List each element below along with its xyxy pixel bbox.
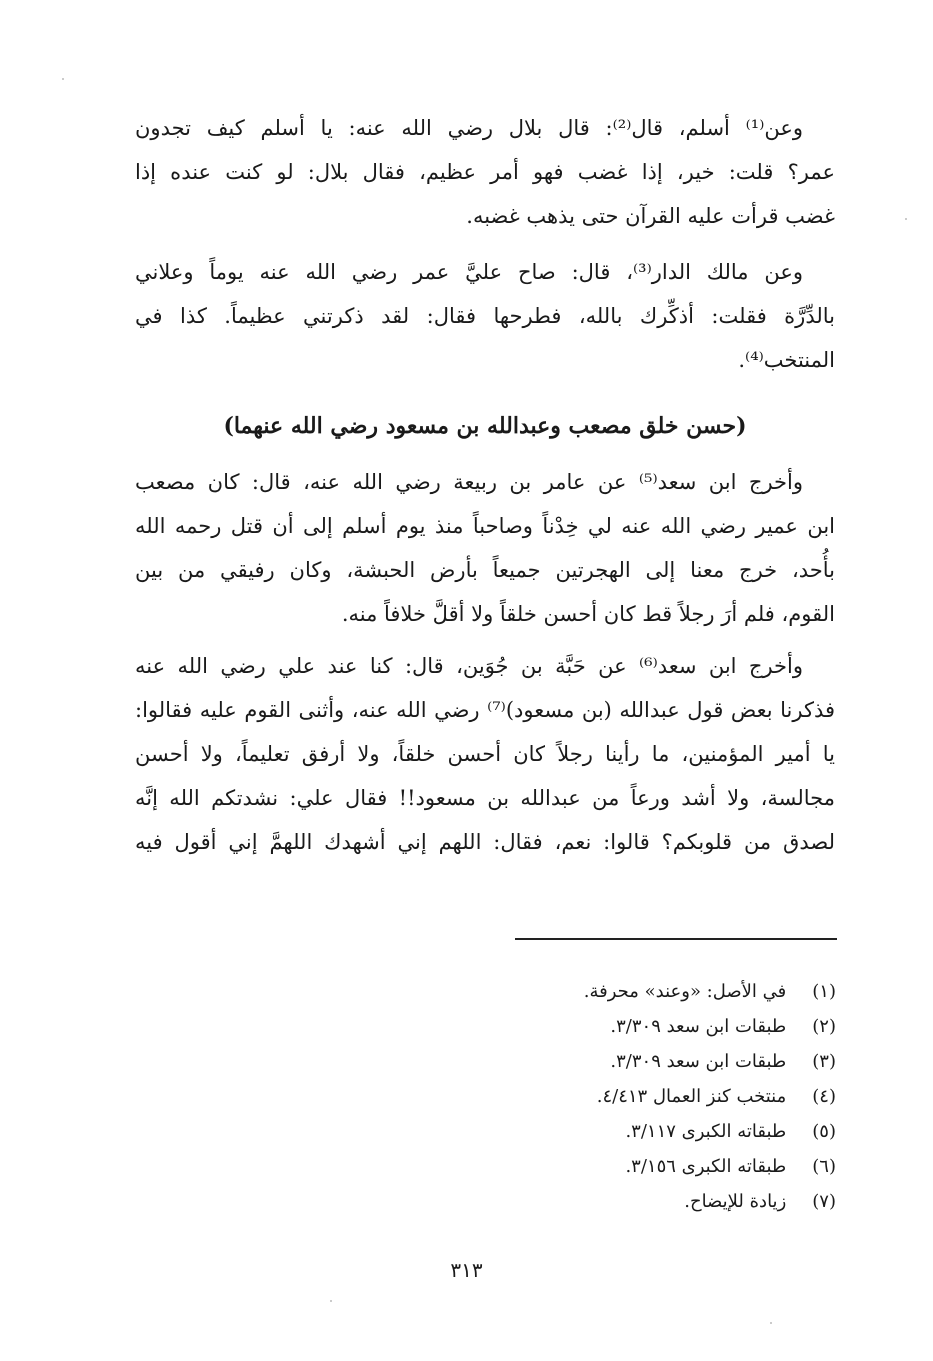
footnote-text: طبقاته الكبرى ٣/١٥٦. [625, 1156, 787, 1177]
text-line: وأخرج ابن سعد⁽⁶⁾ عن حَبَّة بن جُوَين، قال: كنا عند علي رضي الله عنه [135, 654, 803, 678]
text-line: المنتخب⁽⁴⁾. [738, 348, 835, 372]
scan-speck [62, 78, 64, 80]
footnote-number: (١) [812, 981, 836, 1002]
text-line: لصدق من قلوبكم؟ قالوا: نعم، فقال: اللهم إني أشهدك اللهمَّ إني أقول فيه [135, 830, 835, 854]
text-line: ابن عمير رضي الله عنه لي خِدْناً وصاحباً منذ يوم أسلم إلى أن قتل رحمه الله [135, 514, 835, 538]
footnote-separator [515, 938, 837, 940]
footnote-item [400, 1149, 836, 1184]
footnote-text: زيادة للإيضاح. [684, 1191, 787, 1212]
text-line: مجالسة، ولا أشد ورعاً من عبدالله بن مسعود!! فقال علي: نشدتكم الله إنَّه [135, 786, 835, 810]
paragraph-malik-al-dar [135, 250, 835, 382]
text-line: فذكرنا بعض قول عبدالله (بن مسعود)⁽⁷⁾ رضي الله عنه، وأثنى القوم عليه فقالوا: [135, 698, 835, 722]
text-line: عمر؟ قلت: خير، إذا غضب فهو أمر عظيم، فقال بلال: لو كنت عنده إذا [135, 160, 835, 184]
footnote-item [400, 1184, 836, 1219]
text-line: القوم، فلم أرَ رجلاً قط كان أحسن خلقاً ولا أقلَّ خلافاً منه. [341, 602, 835, 626]
scan-speck [905, 218, 907, 220]
footnote-item [400, 1009, 836, 1044]
text-line: غضب قرأت عليه القرآن حتى يذهب غضبه. [466, 204, 835, 228]
footnote-number: (٥) [812, 1121, 836, 1142]
footnote-number: (٧) [812, 1191, 836, 1212]
text-line: وعن⁽¹⁾ أسلم، قال⁽²⁾: قال بلال رضي الله عنه: يا أسلم كيف تجدون [135, 116, 804, 140]
footnote-item [400, 1044, 836, 1079]
footnote-item [400, 1114, 836, 1149]
footnote-item [400, 1079, 836, 1114]
text-line: بالدِّرَّة فقلت: أذكِّرك بالله، فطرحها فقال: لقد ذكرتني عظيماً. كذا في [135, 304, 835, 328]
footnote-number: (٢) [812, 1016, 836, 1037]
footnote-number: (٤) [812, 1086, 836, 1107]
paragraph-ibn-masud [135, 644, 835, 864]
footnote-text: في الأصل: «وعند» محرفة. [583, 981, 787, 1002]
scan-speck [330, 1300, 332, 1302]
footnote-text: طبقات ابن سعد ٣/٣٠٩. [610, 1051, 787, 1072]
text-line: وأخرج ابن سعد⁽⁵⁾ عن عامر بن ربيعة رضي الله عنه، قال: كان مصعب [135, 470, 803, 494]
footnote-item [400, 974, 836, 1009]
paragraph-bilal [135, 106, 835, 238]
section-heading: (حسن خلق مصعب وعبدالله بن مسعود رضي الله عنهما) [223, 413, 747, 439]
footnotes [400, 974, 836, 1219]
footnote-text: طبقاته الكبرى ٣/١١٧. [625, 1121, 787, 1142]
text-line: يا أمير المؤمنين، ما رأينا رجلاً كان أحسن خلقاً، ولا أرفق تعليماً، ولا أحسن [135, 742, 835, 766]
footnote-text: منتخب كنز العمال ٤/٤١٣. [596, 1086, 787, 1107]
footnote-number: (٦) [812, 1156, 836, 1177]
scan-speck [770, 1322, 772, 1324]
page-number: ٣١٣ [450, 1258, 483, 1282]
text-line: وعن مالك الدار⁽³⁾، قال: صاح عليَّ عمر رضي الله عنه يوماً وعلاني [135, 260, 804, 284]
footnote-text: طبقات ابن سعد ٣/٣٠٩. [610, 1016, 787, 1037]
text-line: بأُحد، خرج معنا إلى الهجرتين جميعاً بأرض الحبشة، وكان رفيقي من بين [135, 558, 835, 582]
paragraph-musab [135, 460, 835, 636]
footnote-number: (٣) [812, 1051, 836, 1072]
